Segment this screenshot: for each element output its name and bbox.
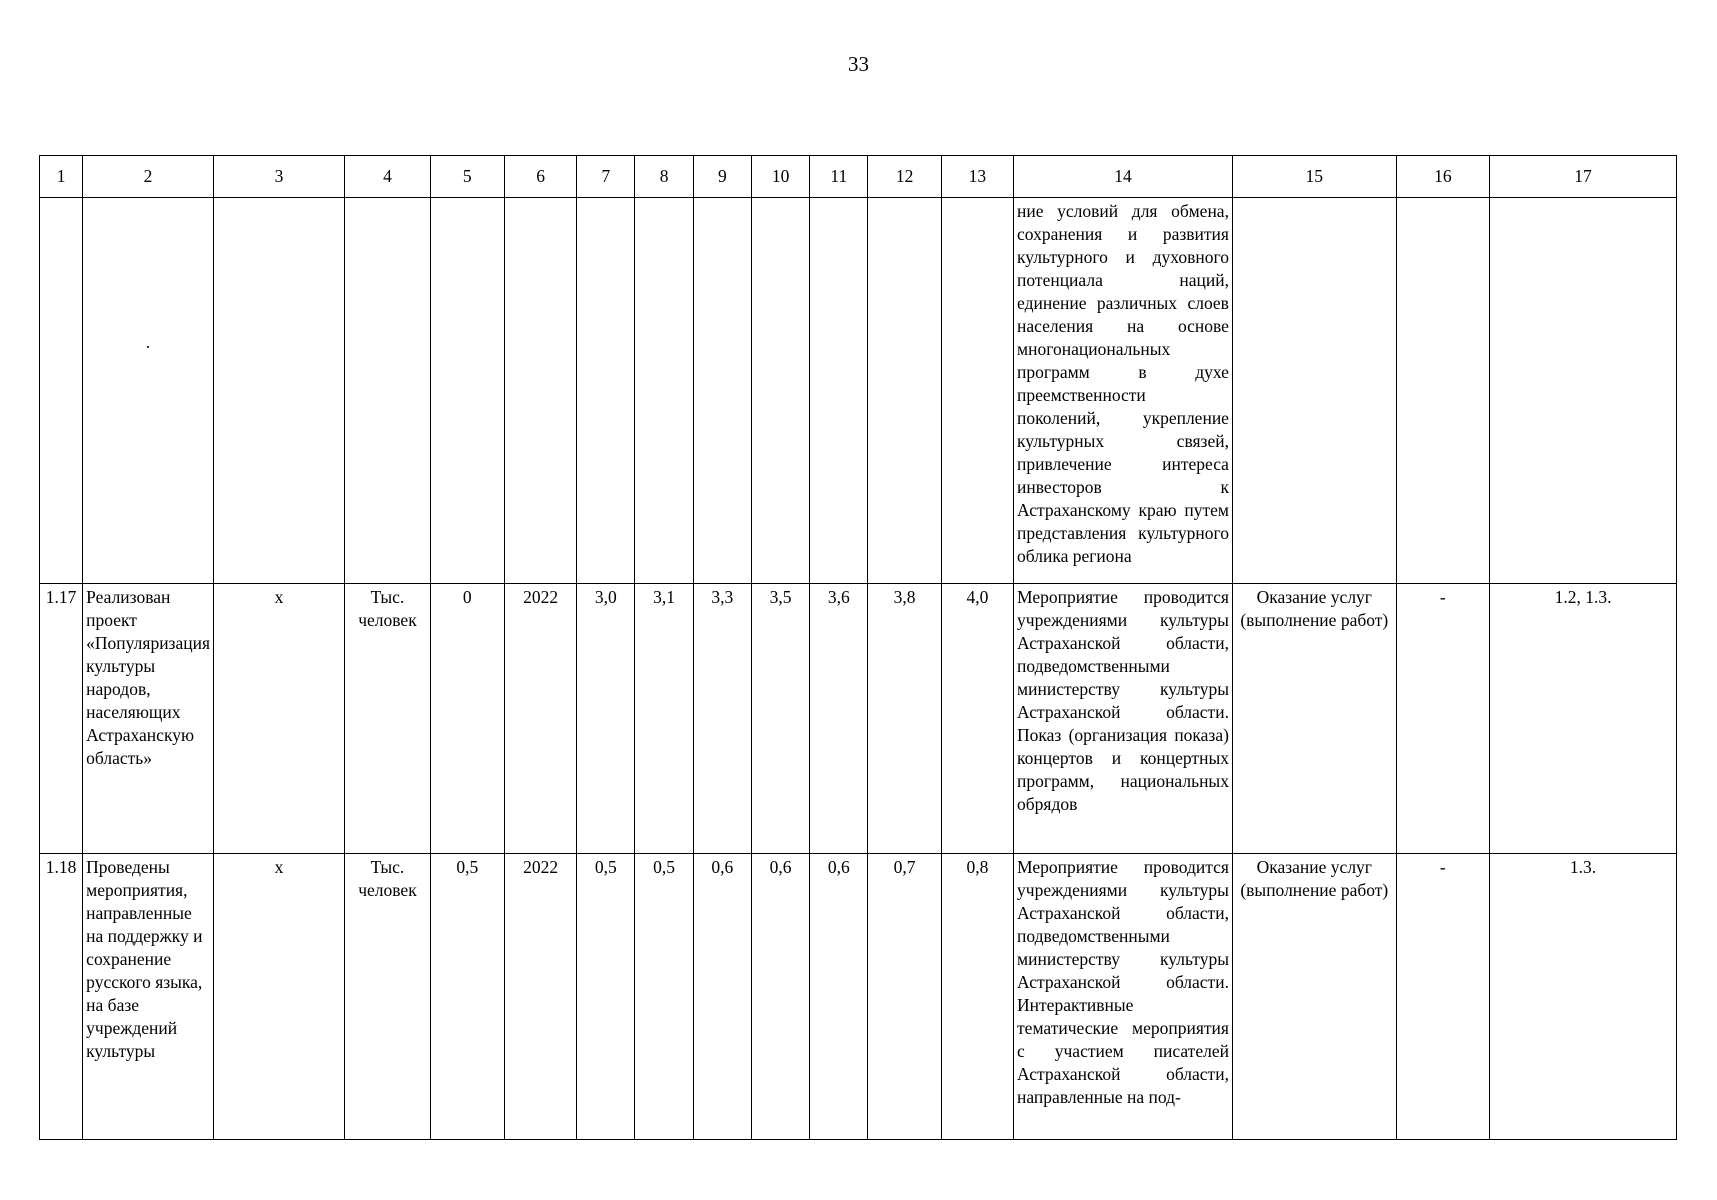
- value-cell: 3,5: [751, 584, 809, 854]
- table-cell: [868, 198, 941, 584]
- unit-cell: Тыс. человек: [345, 584, 430, 854]
- column-header: 2: [83, 156, 214, 198]
- table-cell: [810, 198, 868, 584]
- table-row-continuation: [40, 198, 1677, 584]
- table-cell: [1232, 198, 1396, 584]
- event-name: Проведены мероприятия, направленные на поддержку и сохранение русского языка, на базе учреждений культуры: [83, 854, 214, 1140]
- row-number: 1.18: [40, 854, 83, 1140]
- value-cell: 3,0: [577, 584, 635, 854]
- base-value-cell: 0,5: [430, 854, 504, 1140]
- table-row: [40, 584, 1677, 854]
- column-header: 6: [504, 156, 576, 198]
- value-cell: 0,5: [635, 854, 693, 1140]
- table-cell: [1396, 198, 1489, 584]
- table-cell: [693, 198, 751, 584]
- table-cell: [577, 198, 635, 584]
- column-header: 9: [693, 156, 751, 198]
- column-header: 15: [1232, 156, 1396, 198]
- table-row: [40, 854, 1677, 1140]
- value-cell: 0,6: [751, 854, 809, 1140]
- column-header: 5: [430, 156, 504, 198]
- table-cell: [751, 198, 809, 584]
- base-year-cell: 2022: [504, 854, 576, 1140]
- indicators-table: [39, 155, 1677, 1140]
- column-header: 11: [810, 156, 868, 198]
- table-cell: [83, 198, 214, 584]
- goal-ref-cell: 1.2, 1.3.: [1490, 584, 1677, 854]
- event-name: Реализован проект «Популяризация культуры народов, населяющих Астраханскую область»: [83, 584, 214, 854]
- description-cell: Мероприятие проводится учреждениями культуры Астраханской области, подведомственными министерству культуры Астраханской области. Интерактивные тематические мероприятия с участием писателей Астраханской области, направленные на под-: [1014, 854, 1233, 1140]
- description-cell: Мероприятие проводится учреждениями культуры Астраханской области, подведомственными министерству культуры Астраханской области. Показ (организация показа) концертов и концертных программ, национальных обрядов: [1014, 584, 1233, 854]
- unit-cell: Тыс. человек: [345, 854, 430, 1140]
- value-cell: 3,3: [693, 584, 751, 854]
- value-cell: 4,0: [941, 584, 1013, 854]
- table-cell: [941, 198, 1013, 584]
- value-cell: 0,6: [693, 854, 751, 1140]
- row-number: 1.17: [40, 584, 83, 854]
- col3-cell: х: [213, 584, 345, 854]
- table-cell: [504, 198, 576, 584]
- column-header: 4: [345, 156, 430, 198]
- table-cell: [40, 198, 83, 584]
- column-header: 14: [1014, 156, 1233, 198]
- col16-cell: -: [1396, 854, 1489, 1140]
- col3-cell: х: [213, 854, 345, 1140]
- goal-ref-cell: 1.3.: [1490, 854, 1677, 1140]
- value-cell: 0,5: [577, 854, 635, 1140]
- base-year-cell: 2022: [504, 584, 576, 854]
- col16-cell: -: [1396, 584, 1489, 854]
- column-header: 1: [40, 156, 83, 198]
- table-cell: [1490, 198, 1677, 584]
- column-header: 7: [577, 156, 635, 198]
- value-cell: 3,6: [810, 584, 868, 854]
- column-header: 10: [751, 156, 809, 198]
- header-row: [40, 156, 1677, 198]
- value-cell: 0,6: [810, 854, 868, 1140]
- column-header: 12: [868, 156, 941, 198]
- base-value-cell: 0: [430, 584, 504, 854]
- value-cell: 3,1: [635, 584, 693, 854]
- description-cell: ние условий для обмена, сохранения и развития культурного и духовного потенциала наций, единение различных слоев населения на основе многонациональных программ в духе преемственности поколений, укрепление культурных связей, привлечение интереса инвесторов к Астраханскому краю путем представления культурного облика региона: [1014, 198, 1233, 584]
- type-cell: Оказание услуг (выполнение работ): [1232, 854, 1396, 1140]
- value-cell: 0,8: [941, 854, 1013, 1140]
- table-cell: [635, 198, 693, 584]
- type-cell: Оказание услуг (выполнение работ): [1232, 584, 1396, 854]
- value-cell: 0,7: [868, 854, 941, 1140]
- page-number: 33: [848, 52, 869, 76]
- value-cell: 3,8: [868, 584, 941, 854]
- column-header: 16: [1396, 156, 1489, 198]
- table-cell: [345, 198, 430, 584]
- stray-mark: ·: [145, 337, 151, 357]
- column-header: 8: [635, 156, 693, 198]
- column-header: 3: [213, 156, 345, 198]
- table-cell: [430, 198, 504, 584]
- table-cell: [213, 198, 345, 584]
- column-header: 17: [1490, 156, 1677, 198]
- column-header: 13: [941, 156, 1013, 198]
